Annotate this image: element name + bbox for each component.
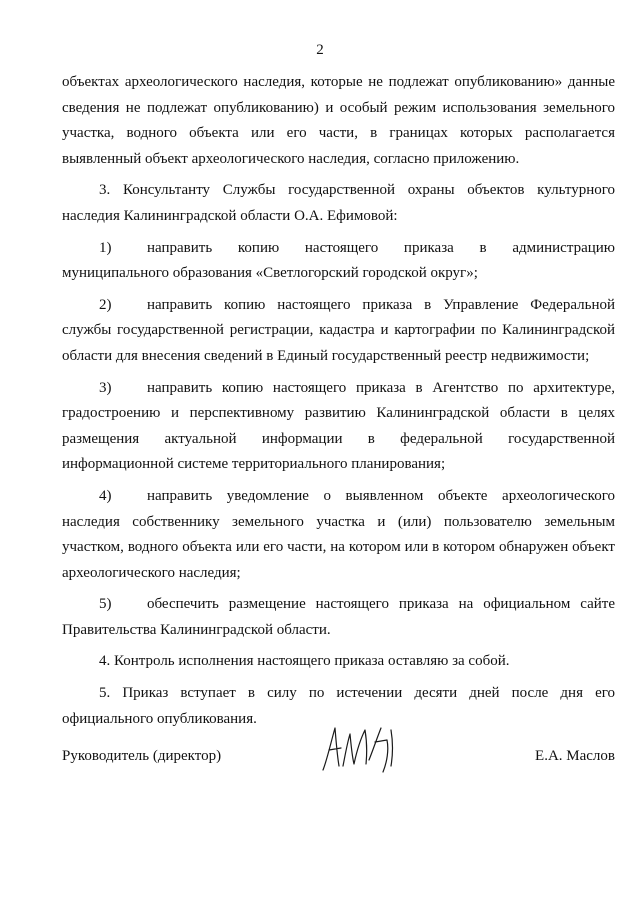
paragraph-5: 5. Приказ вступает в силу по истечении десяти дней после дня его официального опубликования. [62,685,615,727]
list-item-text: направить копию настоящего приказа в Агентство по архитектуре, градостроению и перспективному развитию Калининградской области в целях размещения актуальной информации в федеральной государственной информационной системе территориального планирования; [62,379,615,473]
document-body [62,70,615,732]
list-item-1 [62,236,615,287]
paragraph-3: 3. Консультанту Службы государственной охраны объектов культурного наследия Калининградской области О.А. Ефимовой: [62,182,615,224]
list-item-4 [62,484,615,586]
list-item-text: обеспечить размещение настоящего приказа на официальном сайте Правительства Калининградской области. [62,596,615,638]
list-item-text: направить уведомление о выявленном объекте археологического наследия собственнику земельного участка и (или) пользователю земельным участком, водного объекта или его части, на котором или в котором обнаружен объект археологического наследия; [62,487,615,581]
list-item-3 [62,376,615,478]
page-number: 2 [316,42,324,58]
signatory-title: Руководитель (директор) [62,748,222,764]
paragraph-4: 4. Контроль исполнения настоящего приказа оставляю за собой. [99,653,510,670]
list-item-number: 5) [99,596,112,613]
list-item-2 [62,293,615,370]
handwritten-signature [317,720,407,780]
list-item-5 [62,592,615,643]
list-item-number: 4) [99,487,112,504]
signatory-name: Е.А. Маслов [535,748,615,764]
list-item-number: 1) [99,239,112,256]
list-item-number: 3) [99,379,112,396]
list-item-number: 2) [99,296,112,313]
signature-block [62,748,615,788]
paragraph-continuation: объектах археологического наследия, которые не подлежат опубликованию» данные сведения не подлежат опубликованию) и особый режим использования земельного участка, водного объекта или его части, в границах которых располагается выявленный объект археологического наследия, согласно приложению. [62,74,615,167]
list-item-text: направить копию настоящего приказа в администрацию муниципального образования «Светлогорский городской округ»; [62,239,615,282]
list-item-text: направить копию настоящего приказа в Управление Федеральной службы государственной регистрации, кадастра и картографии по Калининградской области для внесения сведений в Единый государственный реестр недвижимости; [62,296,615,364]
